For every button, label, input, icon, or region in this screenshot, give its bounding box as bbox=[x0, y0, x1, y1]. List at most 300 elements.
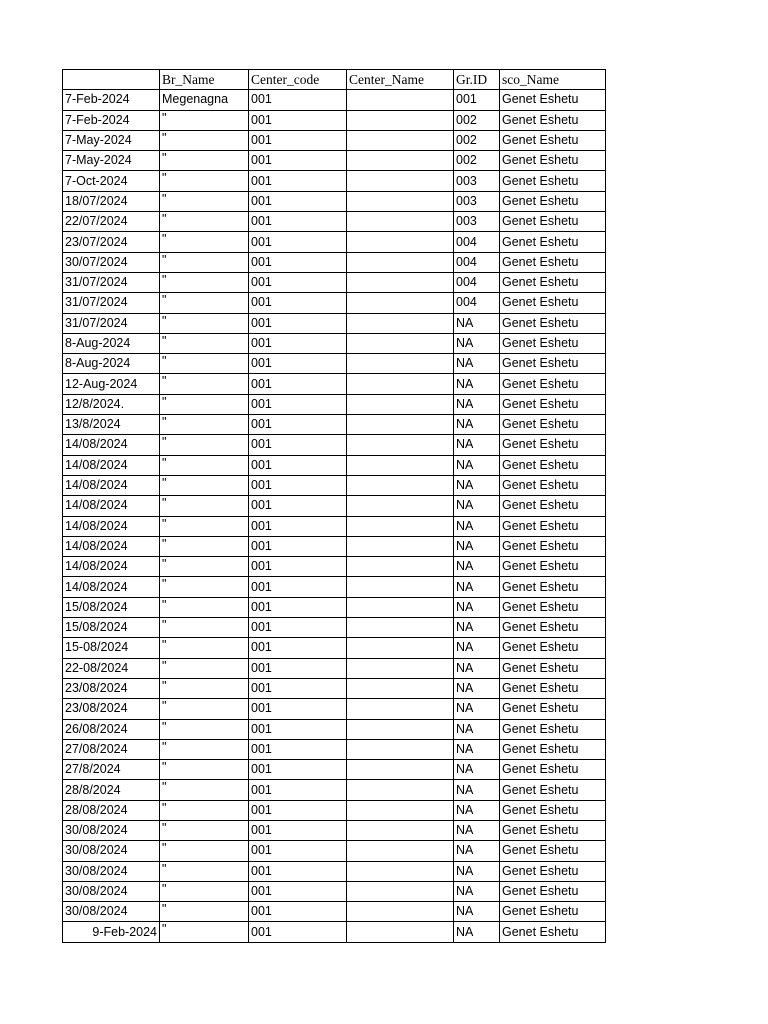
br-name-cell[interactable]: " bbox=[160, 658, 249, 678]
center-code-cell[interactable]: 001 bbox=[249, 435, 347, 455]
gr-id-cell[interactable]: NA bbox=[454, 536, 500, 556]
center-name-cell[interactable] bbox=[347, 760, 454, 780]
data-table bbox=[62, 69, 606, 943]
table-row bbox=[63, 333, 606, 353]
br-name-cell[interactable]: " bbox=[160, 313, 249, 333]
center-name-cell[interactable] bbox=[347, 536, 454, 556]
table-row bbox=[63, 110, 606, 130]
table-row bbox=[63, 902, 606, 922]
br-name-cell[interactable]: " bbox=[160, 475, 249, 495]
center-code-cell[interactable]: 001 bbox=[249, 374, 347, 394]
gr-id-cell[interactable]: NA bbox=[454, 557, 500, 577]
gr-id-cell[interactable]: 003 bbox=[454, 212, 500, 232]
date-cell[interactable]: 26/08/2024 bbox=[63, 719, 160, 739]
br-name-cell[interactable]: " bbox=[160, 130, 249, 150]
center-name-cell[interactable] bbox=[347, 658, 454, 678]
sco-name-cell[interactable]: Genet Eshetu bbox=[500, 110, 606, 130]
center-name-cell[interactable] bbox=[347, 922, 454, 942]
date-cell[interactable]: 9-Feb-2024 bbox=[63, 922, 160, 942]
header-row bbox=[63, 70, 606, 90]
center-code-cell[interactable]: 001 bbox=[249, 536, 347, 556]
center-name-cell[interactable] bbox=[347, 415, 454, 435]
sco-name-cell[interactable]: Genet Eshetu bbox=[500, 922, 606, 942]
table-row bbox=[63, 597, 606, 617]
table-row bbox=[63, 252, 606, 272]
center-name-cell[interactable] bbox=[347, 455, 454, 475]
br-name-cell[interactable]: " bbox=[160, 374, 249, 394]
br-name-cell[interactable]: " bbox=[160, 455, 249, 475]
sco-name-cell[interactable]: Genet Eshetu bbox=[500, 475, 606, 495]
gr-id-cell[interactable]: NA bbox=[454, 516, 500, 536]
table-row bbox=[63, 374, 606, 394]
center-name-cell[interactable] bbox=[347, 597, 454, 617]
center-name-cell[interactable] bbox=[347, 374, 454, 394]
center-code-cell[interactable]: 001 bbox=[249, 191, 347, 211]
br-name-cell[interactable]: " bbox=[160, 191, 249, 211]
table-row bbox=[63, 516, 606, 536]
date-cell[interactable]: 31/07/2024 bbox=[63, 272, 160, 292]
gr-id-cell[interactable]: NA bbox=[454, 861, 500, 881]
center-code-cell[interactable]: 001 bbox=[249, 90, 347, 110]
table-row bbox=[63, 577, 606, 597]
date-cell[interactable]: 7-May-2024 bbox=[63, 130, 160, 150]
date-cell[interactable]: 15/08/2024 bbox=[63, 597, 160, 617]
br-name-cell[interactable]: " bbox=[160, 435, 249, 455]
center-name-cell[interactable] bbox=[347, 272, 454, 292]
br-name-cell[interactable]: " bbox=[160, 293, 249, 313]
date-cell[interactable]: 31/07/2024 bbox=[63, 313, 160, 333]
center-name-cell[interactable] bbox=[347, 171, 454, 191]
header-br-name[interactable]: Br_Name bbox=[160, 70, 249, 90]
br-name-cell[interactable]: " bbox=[160, 760, 249, 780]
header-center-code[interactable]: Center_code bbox=[249, 70, 347, 90]
br-name-cell[interactable]: " bbox=[160, 394, 249, 414]
gr-id-cell[interactable]: NA bbox=[454, 415, 500, 435]
br-name-cell[interactable]: " bbox=[160, 800, 249, 820]
table-row bbox=[63, 922, 606, 942]
gr-id-cell[interactable]: NA bbox=[454, 455, 500, 475]
date-cell[interactable]: 7-Oct-2024 bbox=[63, 171, 160, 191]
sco-name-cell[interactable]: Genet Eshetu bbox=[500, 212, 606, 232]
center-name-cell[interactable] bbox=[347, 90, 454, 110]
sco-name-cell[interactable]: Genet Eshetu bbox=[500, 272, 606, 292]
br-name-cell[interactable]: " bbox=[160, 780, 249, 800]
gr-id-cell[interactable]: NA bbox=[454, 475, 500, 495]
table-row bbox=[63, 638, 606, 658]
center-code-cell[interactable]: 001 bbox=[249, 820, 347, 840]
table-row bbox=[63, 272, 606, 292]
br-name-cell[interactable]: " bbox=[160, 516, 249, 536]
br-name-cell[interactable]: " bbox=[160, 881, 249, 901]
table-row bbox=[63, 820, 606, 840]
gr-id-cell[interactable]: NA bbox=[454, 435, 500, 455]
center-name-cell[interactable] bbox=[347, 151, 454, 171]
sco-name-cell[interactable]: Genet Eshetu bbox=[500, 171, 606, 191]
sco-name-cell[interactable]: Genet Eshetu bbox=[500, 455, 606, 475]
table-row bbox=[63, 557, 606, 577]
br-name-cell[interactable]: " bbox=[160, 577, 249, 597]
gr-id-cell[interactable]: NA bbox=[454, 394, 500, 414]
sco-name-cell[interactable]: Genet Eshetu bbox=[500, 252, 606, 272]
date-cell[interactable]: 28/8/2024 bbox=[63, 780, 160, 800]
date-cell[interactable]: 12/8/2024. bbox=[63, 394, 160, 414]
date-cell[interactable]: 14/08/2024 bbox=[63, 536, 160, 556]
date-cell[interactable]: 12-Aug-2024 bbox=[63, 374, 160, 394]
date-cell[interactable]: 8-Aug-2024 bbox=[63, 333, 160, 353]
sco-name-cell[interactable]: Genet Eshetu bbox=[500, 557, 606, 577]
center-name-cell[interactable] bbox=[347, 435, 454, 455]
date-cell[interactable]: 14/08/2024 bbox=[63, 496, 160, 516]
date-cell[interactable]: 30/08/2024 bbox=[63, 881, 160, 901]
date-cell[interactable]: 14/08/2024 bbox=[63, 455, 160, 475]
center-name-cell[interactable] bbox=[347, 354, 454, 374]
center-name-cell[interactable] bbox=[347, 902, 454, 922]
center-name-cell[interactable] bbox=[347, 557, 454, 577]
br-name-cell[interactable]: " bbox=[160, 902, 249, 922]
br-name-cell[interactable]: " bbox=[160, 739, 249, 759]
center-name-cell[interactable] bbox=[347, 780, 454, 800]
center-name-cell[interactable] bbox=[347, 861, 454, 881]
table-row bbox=[63, 760, 606, 780]
sco-name-cell[interactable]: Genet Eshetu bbox=[500, 130, 606, 150]
br-name-cell[interactable]: " bbox=[160, 252, 249, 272]
date-cell[interactable]: 22-08/2024 bbox=[63, 658, 160, 678]
sco-name-cell[interactable]: Genet Eshetu bbox=[500, 699, 606, 719]
center-name-cell[interactable] bbox=[347, 618, 454, 638]
table-row bbox=[63, 455, 606, 475]
sco-name-cell[interactable]: Genet Eshetu bbox=[500, 394, 606, 414]
center-name-cell[interactable] bbox=[347, 394, 454, 414]
center-code-cell[interactable]: 001 bbox=[249, 333, 347, 353]
gr-id-cell[interactable]: NA bbox=[454, 841, 500, 861]
date-cell[interactable]: 7-May-2024 bbox=[63, 151, 160, 171]
gr-id-cell[interactable]: NA bbox=[454, 313, 500, 333]
br-name-cell[interactable]: " bbox=[160, 618, 249, 638]
center-code-cell[interactable]: 001 bbox=[249, 313, 347, 333]
date-cell[interactable]: 15/08/2024 bbox=[63, 618, 160, 638]
br-name-cell[interactable]: " bbox=[160, 719, 249, 739]
date-cell[interactable]: 27/8/2024 bbox=[63, 760, 160, 780]
date-cell[interactable]: 30/08/2024 bbox=[63, 820, 160, 840]
date-cell[interactable]: 14/08/2024 bbox=[63, 577, 160, 597]
center-code-cell[interactable]: 001 bbox=[249, 496, 347, 516]
gr-id-cell[interactable]: NA bbox=[454, 881, 500, 901]
sco-name-cell[interactable]: Genet Eshetu bbox=[500, 597, 606, 617]
center-name-cell[interactable] bbox=[347, 313, 454, 333]
table-row bbox=[63, 313, 606, 333]
center-name-cell[interactable] bbox=[347, 110, 454, 130]
br-name-cell[interactable]: " bbox=[160, 272, 249, 292]
br-name-cell[interactable]: " bbox=[160, 354, 249, 374]
date-cell[interactable]: 30/08/2024 bbox=[63, 841, 160, 861]
table-row bbox=[63, 861, 606, 881]
center-name-cell[interactable] bbox=[347, 496, 454, 516]
gr-id-cell[interactable]: 002 bbox=[454, 151, 500, 171]
gr-id-cell[interactable]: NA bbox=[454, 374, 500, 394]
sco-name-cell[interactable]: Genet Eshetu bbox=[500, 678, 606, 698]
br-name-cell[interactable]: " bbox=[160, 232, 249, 252]
center-name-cell[interactable] bbox=[347, 820, 454, 840]
table-row bbox=[63, 536, 606, 556]
center-code-cell[interactable]: 001 bbox=[249, 760, 347, 780]
br-name-cell[interactable]: " bbox=[160, 171, 249, 191]
center-code-cell[interactable]: 001 bbox=[249, 151, 347, 171]
sco-name-cell[interactable]: Genet Eshetu bbox=[500, 496, 606, 516]
center-name-cell[interactable] bbox=[347, 699, 454, 719]
gr-id-cell[interactable]: NA bbox=[454, 618, 500, 638]
table-row bbox=[63, 191, 606, 211]
sco-name-cell[interactable]: Genet Eshetu bbox=[500, 800, 606, 820]
table-row bbox=[63, 415, 606, 435]
gr-id-cell[interactable]: 002 bbox=[454, 130, 500, 150]
center-code-cell[interactable]: 001 bbox=[249, 252, 347, 272]
sco-name-cell[interactable]: Genet Eshetu bbox=[500, 415, 606, 435]
table-row bbox=[63, 739, 606, 759]
center-name-cell[interactable] bbox=[347, 475, 454, 495]
sco-name-cell[interactable]: Genet Eshetu bbox=[500, 658, 606, 678]
br-name-cell[interactable]: " bbox=[160, 415, 249, 435]
table-row bbox=[63, 151, 606, 171]
sco-name-cell[interactable]: Genet Eshetu bbox=[500, 536, 606, 556]
center-code-cell[interactable]: 001 bbox=[249, 800, 347, 820]
gr-id-cell[interactable]: NA bbox=[454, 902, 500, 922]
sco-name-cell[interactable]: Genet Eshetu bbox=[500, 232, 606, 252]
center-name-cell[interactable] bbox=[347, 212, 454, 232]
center-code-cell[interactable]: 001 bbox=[249, 415, 347, 435]
gr-id-cell[interactable]: 004 bbox=[454, 293, 500, 313]
table-row bbox=[63, 678, 606, 698]
center-code-cell[interactable]: 001 bbox=[249, 638, 347, 658]
table-row bbox=[63, 800, 606, 820]
sco-name-cell[interactable]: Genet Eshetu bbox=[500, 374, 606, 394]
br-name-cell[interactable]: " bbox=[160, 536, 249, 556]
center-code-cell[interactable]: 001 bbox=[249, 354, 347, 374]
gr-id-cell[interactable]: NA bbox=[454, 354, 500, 374]
date-cell[interactable]: 31/07/2024 bbox=[63, 293, 160, 313]
center-code-cell[interactable]: 001 bbox=[249, 516, 347, 536]
center-code-cell[interactable]: 001 bbox=[249, 110, 347, 130]
gr-id-cell[interactable]: 004 bbox=[454, 232, 500, 252]
table-row bbox=[63, 719, 606, 739]
date-cell[interactable]: 18/07/2024 bbox=[63, 191, 160, 211]
gr-id-cell[interactable]: 003 bbox=[454, 191, 500, 211]
br-name-cell[interactable]: " bbox=[160, 333, 249, 353]
sco-name-cell[interactable]: Genet Eshetu bbox=[500, 313, 606, 333]
date-cell[interactable]: 30/08/2024 bbox=[63, 861, 160, 881]
center-code-cell[interactable]: 001 bbox=[249, 212, 347, 232]
date-cell[interactable]: 8-Aug-2024 bbox=[63, 354, 160, 374]
br-name-cell[interactable]: " bbox=[160, 841, 249, 861]
sco-name-cell[interactable]: Genet Eshetu bbox=[500, 719, 606, 739]
header-sco-name[interactable]: sco_Name bbox=[500, 70, 606, 90]
center-code-cell[interactable]: 001 bbox=[249, 577, 347, 597]
sco-name-cell[interactable]: Genet Eshetu bbox=[500, 191, 606, 211]
gr-id-cell[interactable]: NA bbox=[454, 800, 500, 820]
center-code-cell[interactable]: 001 bbox=[249, 455, 347, 475]
gr-id-cell[interactable]: NA bbox=[454, 780, 500, 800]
date-cell[interactable]: 22/07/2024 bbox=[63, 212, 160, 232]
center-code-cell[interactable]: 001 bbox=[249, 922, 347, 942]
gr-id-cell[interactable]: NA bbox=[454, 678, 500, 698]
date-cell[interactable]: 14/08/2024 bbox=[63, 516, 160, 536]
sco-name-cell[interactable]: Genet Eshetu bbox=[500, 780, 606, 800]
sco-name-cell[interactable]: Genet Eshetu bbox=[500, 902, 606, 922]
gr-id-cell[interactable]: NA bbox=[454, 719, 500, 739]
center-name-cell[interactable] bbox=[347, 719, 454, 739]
sco-name-cell[interactable]: Genet Eshetu bbox=[500, 90, 606, 110]
date-cell[interactable]: 28/08/2024 bbox=[63, 800, 160, 820]
date-cell[interactable]: 23/08/2024 bbox=[63, 699, 160, 719]
date-cell[interactable]: 7-Feb-2024 bbox=[63, 90, 160, 110]
br-name-cell[interactable]: " bbox=[160, 557, 249, 577]
date-cell[interactable]: 30/08/2024 bbox=[63, 902, 160, 922]
table-row bbox=[63, 658, 606, 678]
center-code-cell[interactable]: 001 bbox=[249, 881, 347, 901]
center-code-cell[interactable]: 001 bbox=[249, 719, 347, 739]
br-name-cell[interactable]: " bbox=[160, 678, 249, 698]
center-name-cell[interactable] bbox=[347, 577, 454, 597]
center-code-cell[interactable]: 001 bbox=[249, 597, 347, 617]
header-date[interactable] bbox=[63, 70, 160, 90]
gr-id-cell[interactable]: NA bbox=[454, 922, 500, 942]
table-row bbox=[63, 130, 606, 150]
sco-name-cell[interactable]: Genet Eshetu bbox=[500, 861, 606, 881]
br-name-cell[interactable]: " bbox=[160, 110, 249, 130]
center-code-cell[interactable]: 001 bbox=[249, 678, 347, 698]
gr-id-cell[interactable]: NA bbox=[454, 820, 500, 840]
sco-name-cell[interactable]: Genet Eshetu bbox=[500, 841, 606, 861]
center-code-cell[interactable]: 001 bbox=[249, 475, 347, 495]
header-center-name[interactable]: Center_Name bbox=[347, 70, 454, 90]
center-name-cell[interactable] bbox=[347, 739, 454, 759]
sco-name-cell[interactable]: Genet Eshetu bbox=[500, 516, 606, 536]
date-cell[interactable]: 15-08/2024 bbox=[63, 638, 160, 658]
sco-name-cell[interactable]: Genet Eshetu bbox=[500, 333, 606, 353]
center-code-cell[interactable]: 001 bbox=[249, 293, 347, 313]
br-name-cell[interactable]: " bbox=[160, 922, 249, 942]
gr-id-cell[interactable]: NA bbox=[454, 496, 500, 516]
date-cell[interactable]: 23/08/2024 bbox=[63, 678, 160, 698]
center-code-cell[interactable]: 001 bbox=[249, 171, 347, 191]
br-name-cell[interactable]: " bbox=[160, 638, 249, 658]
gr-id-cell[interactable]: NA bbox=[454, 638, 500, 658]
gr-id-cell[interactable]: 004 bbox=[454, 272, 500, 292]
gr-id-cell[interactable]: NA bbox=[454, 577, 500, 597]
center-name-cell[interactable] bbox=[347, 516, 454, 536]
center-name-cell[interactable] bbox=[347, 333, 454, 353]
center-name-cell[interactable] bbox=[347, 293, 454, 313]
table-body bbox=[63, 90, 606, 942]
gr-id-cell[interactable]: NA bbox=[454, 699, 500, 719]
gr-id-cell[interactable]: NA bbox=[454, 597, 500, 617]
date-cell[interactable]: 14/08/2024 bbox=[63, 435, 160, 455]
table-row bbox=[63, 881, 606, 901]
center-code-cell[interactable]: 001 bbox=[249, 739, 347, 759]
table-row bbox=[63, 212, 606, 232]
center-name-cell[interactable] bbox=[347, 881, 454, 901]
center-name-cell[interactable] bbox=[347, 678, 454, 698]
sco-name-cell[interactable]: Genet Eshetu bbox=[500, 820, 606, 840]
br-name-cell[interactable]: " bbox=[160, 820, 249, 840]
gr-id-cell[interactable]: NA bbox=[454, 739, 500, 759]
center-name-cell[interactable] bbox=[347, 841, 454, 861]
date-cell[interactable]: 14/08/2024 bbox=[63, 557, 160, 577]
br-name-cell[interactable]: Megenagna bbox=[160, 90, 249, 110]
date-cell[interactable]: 7-Feb-2024 bbox=[63, 110, 160, 130]
center-code-cell[interactable]: 001 bbox=[249, 861, 347, 881]
gr-id-cell[interactable]: 001 bbox=[454, 90, 500, 110]
sco-name-cell[interactable]: Genet Eshetu bbox=[500, 618, 606, 638]
gr-id-cell[interactable]: 002 bbox=[454, 110, 500, 130]
center-code-cell[interactable]: 001 bbox=[249, 272, 347, 292]
sco-name-cell[interactable]: Genet Eshetu bbox=[500, 739, 606, 759]
table-row bbox=[63, 841, 606, 861]
br-name-cell[interactable]: " bbox=[160, 151, 249, 171]
table-row bbox=[63, 90, 606, 110]
center-code-cell[interactable]: 001 bbox=[249, 902, 347, 922]
gr-id-cell[interactable]: NA bbox=[454, 760, 500, 780]
center-code-cell[interactable]: 001 bbox=[249, 557, 347, 577]
br-name-cell[interactable]: " bbox=[160, 597, 249, 617]
gr-id-cell[interactable]: 004 bbox=[454, 252, 500, 272]
date-cell[interactable]: 23/07/2024 bbox=[63, 232, 160, 252]
center-code-cell[interactable]: 001 bbox=[249, 780, 347, 800]
br-name-cell[interactable]: " bbox=[160, 496, 249, 516]
center-code-cell[interactable]: 001 bbox=[249, 699, 347, 719]
sco-name-cell[interactable]: Genet Eshetu bbox=[500, 435, 606, 455]
table-row bbox=[63, 699, 606, 719]
center-name-cell[interactable] bbox=[347, 252, 454, 272]
date-cell[interactable]: 13/8/2024 bbox=[63, 415, 160, 435]
center-name-cell[interactable] bbox=[347, 638, 454, 658]
sco-name-cell[interactable]: Genet Eshetu bbox=[500, 354, 606, 374]
date-cell[interactable]: 30/07/2024 bbox=[63, 252, 160, 272]
table-row bbox=[63, 394, 606, 414]
center-name-cell[interactable] bbox=[347, 191, 454, 211]
gr-id-cell[interactable]: NA bbox=[454, 333, 500, 353]
sco-name-cell[interactable]: Genet Eshetu bbox=[500, 881, 606, 901]
table-row bbox=[63, 475, 606, 495]
table-row bbox=[63, 293, 606, 313]
center-name-cell[interactable] bbox=[347, 800, 454, 820]
center-code-cell[interactable]: 001 bbox=[249, 841, 347, 861]
sco-name-cell[interactable]: Genet Eshetu bbox=[500, 638, 606, 658]
center-code-cell[interactable]: 001 bbox=[249, 658, 347, 678]
table-row bbox=[63, 780, 606, 800]
table-row bbox=[63, 435, 606, 455]
header-gr-id[interactable]: Gr.ID bbox=[454, 70, 500, 90]
table-row bbox=[63, 354, 606, 374]
gr-id-cell[interactable]: NA bbox=[454, 658, 500, 678]
sco-name-cell[interactable]: Genet Eshetu bbox=[500, 293, 606, 313]
br-name-cell[interactable]: " bbox=[160, 699, 249, 719]
sco-name-cell[interactable]: Genet Eshetu bbox=[500, 577, 606, 597]
center-code-cell[interactable]: 001 bbox=[249, 394, 347, 414]
br-name-cell[interactable]: " bbox=[160, 212, 249, 232]
br-name-cell[interactable]: " bbox=[160, 861, 249, 881]
gr-id-cell[interactable]: 003 bbox=[454, 171, 500, 191]
center-name-cell[interactable] bbox=[347, 232, 454, 252]
center-name-cell[interactable] bbox=[347, 130, 454, 150]
center-code-cell[interactable]: 001 bbox=[249, 130, 347, 150]
date-cell[interactable]: 27/08/2024 bbox=[63, 739, 160, 759]
sco-name-cell[interactable]: Genet Eshetu bbox=[500, 760, 606, 780]
date-cell[interactable]: 14/08/2024 bbox=[63, 475, 160, 495]
center-code-cell[interactable]: 001 bbox=[249, 232, 347, 252]
table-row bbox=[63, 232, 606, 252]
center-code-cell[interactable]: 001 bbox=[249, 618, 347, 638]
sco-name-cell[interactable]: Genet Eshetu bbox=[500, 151, 606, 171]
